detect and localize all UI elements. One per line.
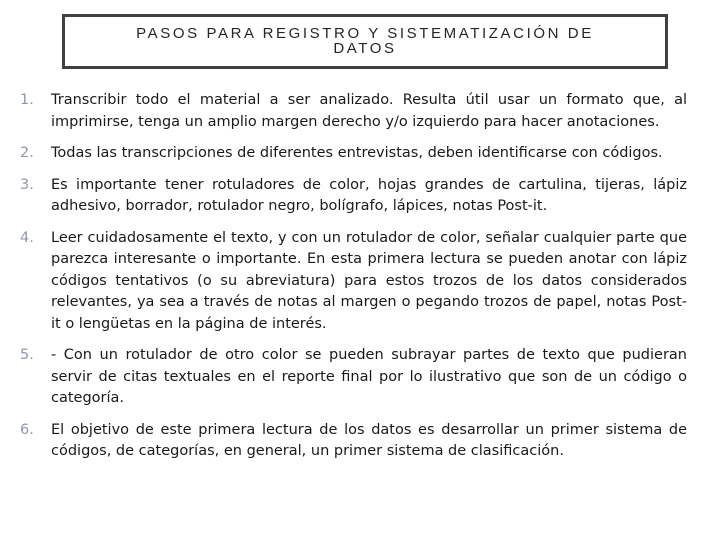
step-number: 1. [20, 92, 34, 108]
step-text: El objetivo de este primera lectura de los datos es desarrollar un primer sistema de códigos, de categorías, en general, un primer sistema de clasificación. [51, 421, 687, 459]
step-text: Leer cuidadosamente el texto, y con un rotulador de color, señalar cualquier parte que parezca interesante o importante. En esta primera lectura se pueden anotar con lápiz códigos tentativos (o su abreviatura) para estos trozos de los datos considerados relevantes, ya sea a través de notas al margen o pegando trozos de papel, notas Post-it o lengüetas en la página de interés. [51, 229, 687, 332]
step-5 [20, 345, 687, 410]
step-text: Transcribir todo el material a ser analizado. Resulta útil usar un formato que, al imprimirse, tenga un amplio margen derecho y/o izquierdo para hacer anotaciones. [51, 92, 687, 130]
step-4 [20, 228, 687, 336]
page-title [65, 26, 665, 56]
step-1 [20, 90, 687, 133]
step-number: 2. [20, 145, 34, 161]
step-number: 5. [20, 347, 34, 363]
step-text: Todas las transcripciones de diferentes entrevistas, deben identificarse con códigos. [51, 145, 663, 161]
title-box [62, 14, 668, 69]
step-text: - Con un rotulador de otro color se pueden subrayar partes de texto que pudieran servir de citas textuales en el reporte final por lo ilustrativo que son de un código o categoría. [51, 347, 687, 406]
step-number: 6. [20, 421, 34, 438]
steps-list [20, 90, 687, 463]
step-text: Es importante tener rotuladores de color, hojas grandes de cartulina, tijeras, lápiz adhesivo, borrador, rotulador negro, bolígrafo, lápices, notas Post-it. [51, 176, 687, 214]
step-number: 3. [20, 176, 34, 193]
step-number: 4. [20, 229, 34, 246]
title-line-2: DATOS [333, 40, 397, 57]
step-3 [20, 175, 687, 218]
title-line-1: PASOS PARA REGISTRO Y SISTEMATIZACIÓN DE [136, 25, 594, 42]
step-6 [20, 420, 687, 463]
step-2 [20, 143, 687, 165]
